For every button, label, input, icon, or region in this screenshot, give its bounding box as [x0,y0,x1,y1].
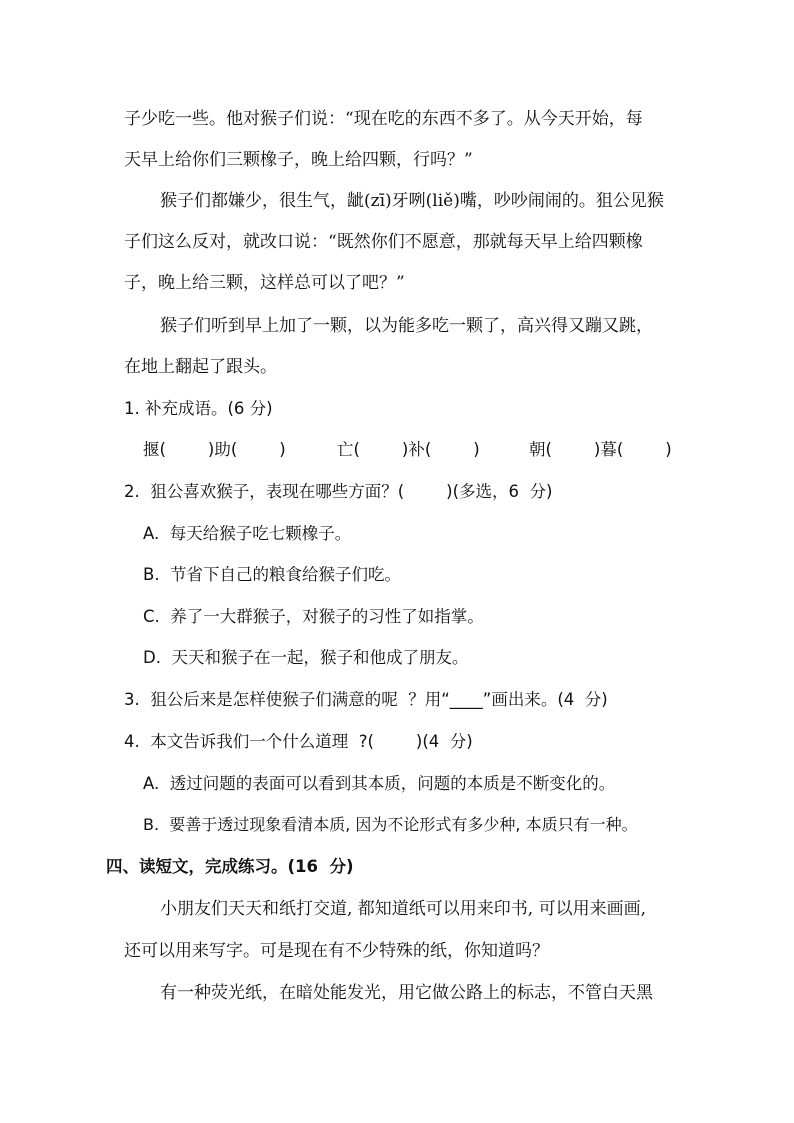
idiom-blank-1: 揠( )助( ) [143,440,286,459]
question-2-option-d: D. 天天和猴子在一起，猴子和他成了朋友。 [143,648,469,667]
question-2-stem: 2. 狙公喜欢猴子，表现在哪些方面？( )(多选，6 分) [124,482,553,501]
story-line-4: 子们这么反对，就改口说：“既然你们不愿意，那就每天早上给四颗橡 [124,232,643,252]
question-1-stem: 1. 补充成语。(6 分) [124,399,273,418]
question-2-option-b: B. 节省下自己的粮食给猴子们吃。 [143,565,402,584]
question-2-option-c: C. 养了一大群猴子，对猴子的习性了如指掌。 [143,607,484,626]
section-4-line-3: 有一种荧光纸，在暗处能发光，用它做公路上的标志，不管白天黑 [160,983,653,1003]
story-line-6: 猴子们听到早上加了一颗，以为能多吃一颗了，高兴得又蹦又跳， [160,316,653,336]
section-4-line-1: 小朋友们天天和纸打交道, 都知道纸可以用来印书, 可以用来画画, [160,899,647,919]
story-line-3: 猴子们都嫌少，很生气，龇(zī)牙咧(liě)嘴，吵吵闹闹的。狙公见猴 [160,191,664,211]
idiom-blank-2: 亡( )补( ) [337,440,480,459]
question-2-option-a: A. 每天给猴子吃七颗橡子。 [143,524,352,543]
question-3-stem: 3. 狙公后来是怎样使猴子们满意的呢 ？用“____”画出来。(4 分) [124,690,608,709]
question-4-option-b: B. 要善于透过现象看清本质, 因为不论形式有多少种, 本质只有一种。 [143,815,638,834]
section-4-heading: 四、读短文，完成练习。(16 分) [106,857,354,876]
section-4-line-2: 还可以用来写字。可是现在有不少特殊的纸，你知道吗？ [124,941,549,961]
story-line-1: 子少吃一些。他对猴子们说：“现在吃的东西不多了。从今天开始，每 [124,109,643,129]
story-line-7: 在地上翻起了跟头。 [124,357,277,377]
question-4-stem: 4. 本文告诉我们一个什么道理 ?( )(4 分) [124,732,473,751]
question-4-option-a: A. 透过问题的表面可以看到其本质，问题的本质是不断变化的。 [143,774,616,793]
idiom-blank-3: 朝( )暮( ) [529,440,672,459]
story-line-5: 子，晚上给三颗，这样总可以了吧？” [124,273,405,293]
story-line-2: 天早上给你们三颗橡子，晚上给四颗，行吗？” [124,150,473,170]
